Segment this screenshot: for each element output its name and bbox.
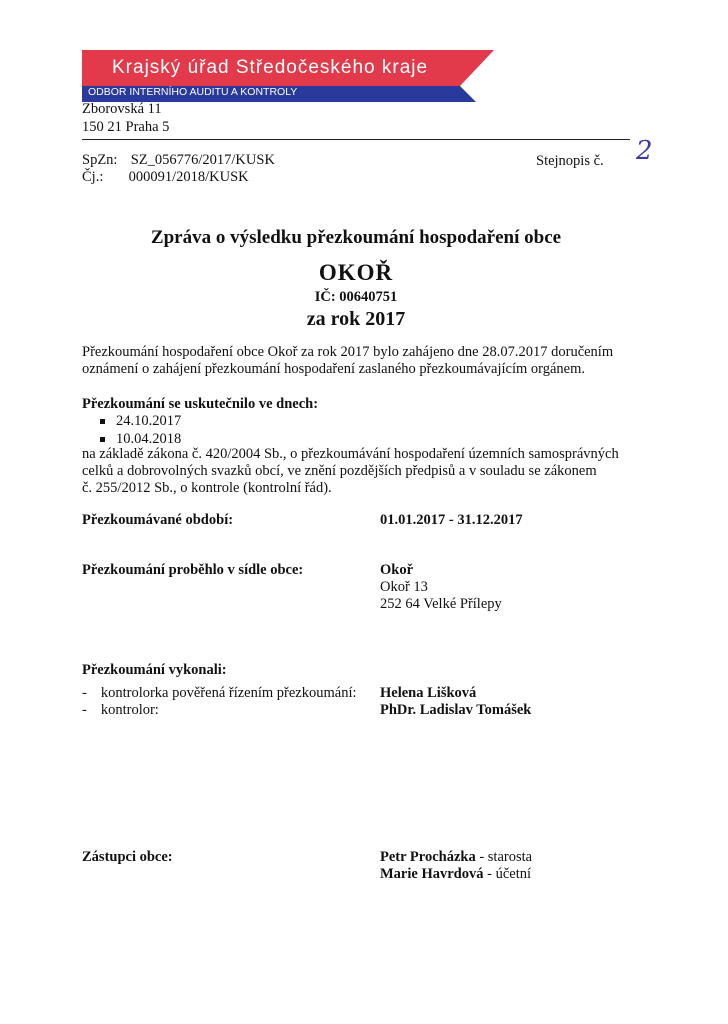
auditors-heading: Přezkoumání vykonali:	[82, 662, 227, 678]
address-city: 150 21 Praha 5	[82, 119, 170, 135]
address-street: Zborovská 11	[82, 101, 162, 117]
spzn-value: SZ_056776/2017/KUSK	[130, 152, 275, 168]
date-value: 10.04.2018	[116, 431, 182, 447]
representative-role: - účetní	[483, 866, 532, 882]
department-name: ODBOR INTERNÍHO AUDITU A KONTROLY	[88, 86, 298, 98]
auditor-name: PhDr. Ladislav Tomášek	[380, 702, 532, 718]
spzn-row	[82, 152, 275, 169]
report-title: Zpráva o výsledku přezkoumání hospodaření obce	[150, 227, 562, 248]
office-banner	[82, 50, 494, 102]
representative-name: Marie Havrdová	[380, 866, 484, 882]
municipality-name: OKOŘ	[318, 260, 394, 285]
auditor-role-text: kontrolor:	[100, 702, 159, 718]
law-line-1: na základě zákona č. 420/2004 Sb., o přezkoumávání hospodaření územních samosprávných	[82, 446, 619, 462]
cj-value: 000091/2018/KUSK	[128, 169, 249, 185]
period-label: Přezkoumávané období:	[82, 512, 234, 528]
report-year: za rok 2017	[306, 308, 406, 330]
location-city: 252 64 Velké Přílepy	[380, 596, 502, 612]
representatives-label: Zástupci obce:	[82, 849, 173, 865]
date-value: 24.10.2017	[116, 413, 182, 429]
copy-label: Stejnopis č.	[536, 153, 604, 169]
period-value: 01.01.2017 - 31.12.2017	[380, 512, 523, 528]
dates-list	[98, 412, 181, 448]
dash-marker: -	[82, 702, 87, 718]
auditor-name: Helena Lišková	[380, 685, 477, 701]
bullet-icon	[100, 419, 105, 424]
dates-heading: Přezkoumání se uskutečnilo ve dnech:	[82, 396, 319, 412]
copy-number-handwritten: 2	[636, 136, 653, 166]
auditor-role	[82, 702, 159, 719]
location-street: Okoř 13	[380, 579, 428, 595]
representative	[380, 849, 532, 866]
auditor-role	[82, 685, 357, 702]
representative-role: - starosta	[475, 849, 533, 865]
cj-row	[82, 169, 249, 186]
spzn-label: SpZn:	[82, 152, 118, 168]
cj-label: Čj.:	[82, 169, 104, 185]
dash-marker: -	[82, 685, 87, 701]
header-divider	[82, 139, 630, 140]
municipality-ico: IČ: 00640751	[314, 289, 398, 305]
law-line-3: č. 255/2012 Sb., o kontrole (kontrolní řád).	[82, 480, 332, 496]
representative-name: Petr Procházka	[380, 849, 476, 865]
location-name: Okoř	[380, 562, 414, 578]
intro-line-1: Přezkoumání hospodaření obce Okoř za rok 2017 bylo zahájeno dne 28.07.2017 doručením	[82, 344, 614, 360]
bullet-icon	[100, 437, 105, 442]
date-item	[98, 412, 181, 430]
location-label: Přezkoumání proběhlo v sídle obce:	[82, 562, 304, 578]
auditor-role-text: kontrolorka pověřená řízením přezkoumání:	[100, 685, 357, 701]
law-line-2: celků a dobrovolných svazků obcí, ve znění pozdějších předpisů a v souladu se zákonem	[82, 463, 597, 479]
intro-line-2: oznámení o zahájení přezkoumání hospodaření zaslaného přezkoumávajícím orgánem.	[82, 361, 586, 377]
office-name: Krajský úřad Středočeského kraje	[112, 57, 429, 78]
representative	[380, 866, 531, 883]
